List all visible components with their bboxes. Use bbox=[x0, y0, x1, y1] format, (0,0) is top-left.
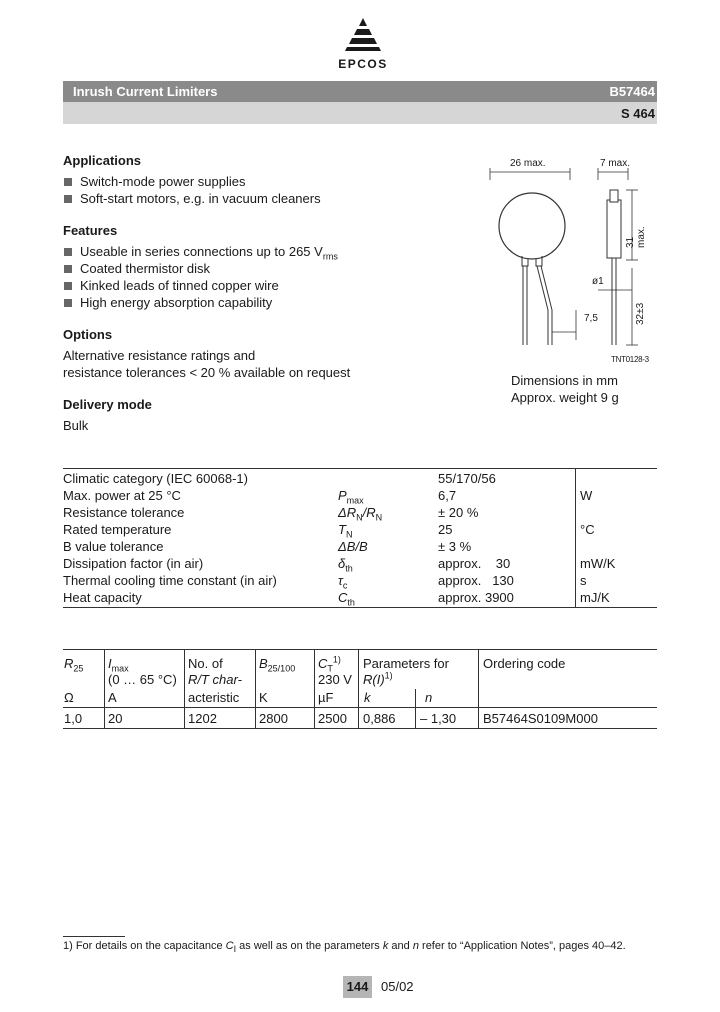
table-row-r25: 1,0 bbox=[64, 711, 83, 726]
spec-table-bottom-border bbox=[63, 607, 657, 608]
header-ordering: Ordering code bbox=[483, 656, 566, 671]
dim-lead-diameter: ø1 bbox=[592, 276, 604, 287]
spec-unit: W bbox=[580, 488, 593, 503]
unit-r25: Ω bbox=[64, 690, 74, 705]
footnote: 1) For details on the capacitance $C_I$ as well as on the parameters k and n refer to “Application Notes”, pages 40–42. bbox=[63, 940, 626, 955]
component-outline bbox=[480, 150, 660, 375]
spec-symbol: ΔB/B bbox=[338, 539, 368, 554]
dim-lead-length: 32±3 bbox=[635, 302, 646, 325]
spec-table-divider bbox=[575, 468, 576, 607]
delivery-value: Bulk bbox=[63, 418, 89, 433]
list-item: Kinked leads of tinned copper wire bbox=[63, 277, 463, 294]
spec-unit: s bbox=[580, 573, 587, 588]
epcos-triangle-icon bbox=[333, 14, 393, 56]
spec-label: B value tolerance bbox=[63, 539, 164, 554]
header-imax: $I_{max}$ bbox=[108, 656, 129, 674]
features-section bbox=[63, 223, 463, 311]
list-item: Useable in series connections up to 265 $V_{rms}$ bbox=[63, 243, 463, 260]
brand-name: EPCOS bbox=[338, 57, 388, 71]
order-col-divider bbox=[478, 649, 479, 728]
spec-value: ± 3 % bbox=[438, 539, 472, 554]
order-table-header-border bbox=[63, 707, 657, 708]
table-row-n: – 1,30 bbox=[420, 711, 457, 726]
spec-symbol: $\tau_c$ bbox=[338, 573, 348, 591]
order-col-divider bbox=[358, 649, 359, 728]
delivery-section bbox=[63, 397, 363, 434]
dim-width: 26 max. bbox=[510, 158, 546, 169]
footnote-rule bbox=[63, 936, 125, 937]
table-row-k: 0,886 bbox=[363, 711, 396, 726]
dimension-drawing bbox=[480, 150, 660, 375]
page-number-box bbox=[343, 976, 372, 998]
table-row-code: B57464S0109M000 bbox=[483, 711, 598, 726]
list-item: Switch-mode power supplies bbox=[63, 173, 463, 190]
table-row-imax: 20 bbox=[108, 711, 123, 726]
table-row-noof: 1202 bbox=[188, 711, 217, 726]
epcos-logo bbox=[333, 14, 393, 74]
spec-label: Heat capacity bbox=[63, 590, 142, 605]
series-bar bbox=[63, 102, 657, 124]
options-section bbox=[63, 327, 483, 381]
applications-section bbox=[63, 153, 463, 207]
drawing-ref: TNT0128-3 bbox=[611, 355, 649, 364]
spec-value: approx. 130 bbox=[438, 573, 514, 588]
bullet-icon bbox=[64, 195, 72, 203]
spec-label: Climatic category (IEC 60068-1) bbox=[63, 471, 248, 486]
spec-label: Max. power at 25 °C bbox=[63, 488, 181, 503]
header-r25: $R_{25}$ bbox=[64, 656, 84, 674]
order-table-top-border bbox=[63, 649, 657, 650]
list-item: Coated thermistor disk bbox=[63, 260, 463, 277]
unit-imax: A bbox=[108, 690, 117, 705]
order-col-divider bbox=[314, 649, 315, 728]
order-col-divider bbox=[184, 649, 185, 728]
options-line: Alternative resistance ratings and bbox=[63, 348, 256, 363]
dim-pitch: 7,5 bbox=[584, 313, 598, 324]
issue-date: 05/02 bbox=[381, 979, 414, 994]
title-bar bbox=[63, 81, 657, 102]
page-number: 144 bbox=[346, 979, 369, 994]
spec-symbol: $C_{th}$ bbox=[338, 590, 355, 608]
bullet-icon bbox=[64, 282, 72, 290]
header-rt-char: R/T char- bbox=[188, 672, 242, 687]
weight-caption: Approx. weight 9 g bbox=[511, 390, 619, 405]
options-heading: Options bbox=[63, 327, 113, 342]
spec-value: 6,7 bbox=[438, 488, 457, 503]
spec-symbol: $P_{max}$ bbox=[338, 488, 364, 506]
bullet-icon bbox=[64, 178, 72, 186]
spec-table-top-border bbox=[63, 468, 657, 469]
spec-value: ± 20 % bbox=[438, 505, 479, 520]
spec-unit: mW/K bbox=[580, 556, 616, 571]
spec-symbol: $T_N$ bbox=[338, 522, 353, 540]
table-row-b: 2800 bbox=[259, 711, 288, 726]
bullet-icon bbox=[64, 299, 72, 307]
options-line: resistance tolerances < 20 % available on request bbox=[63, 365, 351, 380]
unit-ct: µF bbox=[318, 690, 334, 705]
spec-symbol: $\Delta R_N/R_N$ bbox=[338, 505, 383, 523]
features-heading: Features bbox=[63, 223, 118, 238]
part-number: B57464 bbox=[609, 84, 655, 99]
spec-value: approx. 30 bbox=[438, 556, 511, 571]
spec-value: 25 bbox=[438, 522, 453, 537]
header-k: k bbox=[364, 690, 371, 705]
order-table-bottom-border bbox=[63, 728, 657, 729]
spec-label: Dissipation factor (in air) bbox=[63, 556, 204, 571]
dimensions-caption: Dimensions in mm bbox=[511, 373, 618, 388]
header-noof: No. of bbox=[188, 656, 223, 671]
spec-unit: mJ/K bbox=[580, 590, 610, 605]
spec-value: approx. 3900 bbox=[438, 590, 514, 605]
dim-thickness: 7 max. bbox=[600, 158, 631, 169]
header-ct: $C_T^{1)}$ bbox=[318, 654, 341, 674]
list-item: Soft-start motors, e.g. in vacuum cleaners bbox=[63, 190, 463, 207]
header-params-ri: $R(I)^{1)}$ bbox=[363, 670, 393, 687]
header-b: $B_{25/100}$ bbox=[259, 656, 296, 674]
bullet-icon bbox=[64, 265, 72, 273]
product-title: Inrush Current Limiters bbox=[73, 84, 218, 99]
spec-symbol: $\delta_{th}$ bbox=[338, 556, 353, 574]
delivery-heading: Delivery mode bbox=[63, 397, 152, 412]
applications-heading: Applications bbox=[63, 153, 142, 168]
unit-b: K bbox=[259, 690, 268, 705]
spec-label: Rated temperature bbox=[63, 522, 172, 537]
table-row-ct: 2500 bbox=[318, 711, 347, 726]
list-item: High energy absorption capability bbox=[63, 294, 463, 311]
dim-height: 31 max. bbox=[625, 226, 647, 248]
header-imax-range: (0 … 65 °C) bbox=[108, 672, 177, 687]
header-n: n bbox=[425, 690, 433, 705]
order-col-divider bbox=[104, 649, 105, 728]
bullet-icon bbox=[64, 248, 72, 256]
header-params: Parameters for bbox=[363, 656, 449, 671]
spec-value: 55/170/56 bbox=[438, 471, 496, 486]
spec-label: Thermal cooling time constant (in air) bbox=[63, 573, 277, 588]
header-ct-voltage: 230 V bbox=[318, 672, 352, 687]
order-col-divider bbox=[415, 689, 416, 728]
spec-label: Resistance tolerance bbox=[63, 505, 185, 520]
spec-unit: °C bbox=[580, 522, 595, 537]
unit-noof: acteristic bbox=[188, 690, 240, 705]
series-code: S 464 bbox=[621, 106, 655, 121]
order-col-divider bbox=[255, 649, 256, 728]
